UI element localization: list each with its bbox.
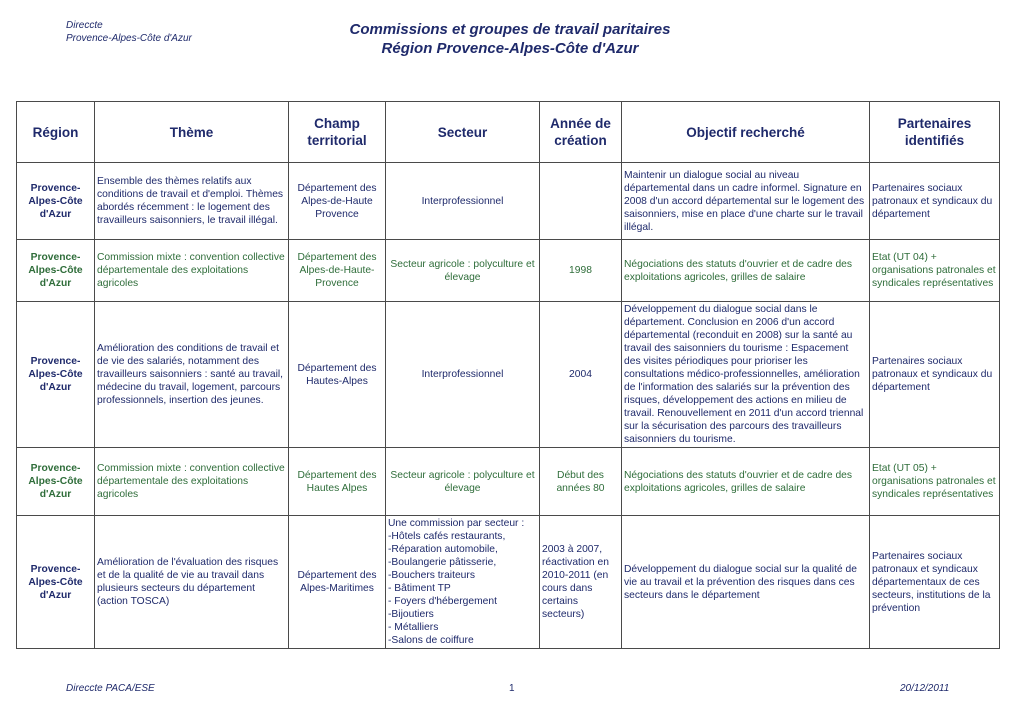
cell-secteur: Interprofessionnel: [386, 163, 540, 240]
table-row: [17, 163, 1000, 240]
cell-champ: Département des Alpes-de-Haute-Provence: [289, 240, 386, 302]
cell-secteur: Secteur agricole : polyculture et élevage: [386, 448, 540, 516]
footer-date: 20/12/2011: [900, 683, 950, 694]
table-row: [17, 240, 1000, 302]
secteur-line: - Bâtiment TP: [388, 583, 451, 594]
header-secteur: Secteur: [386, 102, 540, 163]
cell-objectif: Négociations des statuts d'ouvrier et de cadre des exploitations agricoles, grilles de salaire: [622, 448, 870, 516]
cell-champ: Département des Alpes-de-Haute Provence: [289, 163, 386, 240]
secteur-line: -Hôtels cafés restaurants,: [388, 531, 506, 542]
secteur-line: -Bouchers traiteurs: [388, 570, 475, 581]
cell-region: Provence-Alpes-Côte d'Azur: [17, 448, 95, 516]
header-champ-territorial: Champ territorial: [289, 102, 386, 163]
cell-partenaires: Partenaires sociaux patronaux et syndicaux départementaux de ces secteurs, institutions de la prévention: [870, 516, 1000, 649]
cell-annee: 2004: [540, 302, 622, 448]
cell-theme: Commission mixte : convention collective départementale des exploitations agricoles: [95, 448, 289, 516]
cell-partenaires: Partenaires sociaux patronaux et syndicaux du département: [870, 302, 1000, 448]
org-name: Direccte: [66, 20, 103, 31]
commissions-table: [16, 101, 1000, 649]
secteur-line: -Réparation automobile,: [388, 544, 498, 555]
page-number: 1: [509, 683, 515, 694]
cell-theme: Amélioration de l'évaluation des risques et de la qualité de vie au travail dans plusieurs secteurs du département (action TOSCA): [95, 516, 289, 649]
header-theme: Thème: [95, 102, 289, 163]
secteur-line: -Boulangerie pâtisserie,: [388, 557, 497, 568]
title-line-2: Région Provence-Alpes-Côte d'Azur: [381, 40, 639, 57]
cell-partenaires: Etat (UT 04) + organisations patronales et syndicales représentatives: [870, 240, 1000, 302]
header-partenaires: Partenaires identifiés: [870, 102, 1000, 163]
table-row: [17, 448, 1000, 516]
secteur-line: -Salons de coiffure: [388, 635, 474, 646]
cell-objectif: Négociations des statuts d'ouvrier et de cadre des exploitations agricoles, grilles de salaire: [622, 240, 870, 302]
cell-objectif: Développement du dialogue social dans le département. Conclusion en 2006 d'un accord départemental (reconduit en 2008) sur la santé au travail des saisonniers du tourisme : Espacement des visites périodiques pour prioriser les consultations médico-professionnelles, amélioration de l'information des salariés sur la prévention des risques, développement des actions en milieu de travail. Renouvellement en 2011 d'un accord triennal sur la sécurisation des parcours des travailleurs saisonniers du tourisme.: [622, 302, 870, 448]
cell-annee: 2003 à 2007, réactivation en 2010-2011 (en cours dans certains secteurs): [540, 516, 622, 649]
secteur-line: -Bijoutiers: [388, 609, 434, 620]
header-objectif: Objectif recherché: [622, 102, 870, 163]
footer-source: Direccte PACA/ESE: [66, 683, 155, 694]
cell-champ: Département des Hautes-Alpes: [289, 302, 386, 448]
secteur-line: - Foyers d'hébergement: [388, 596, 497, 607]
cell-secteur: Interprofessionnel: [386, 302, 540, 448]
cell-objectif: Développement du dialogue social sur la qualité de vie au travail et la prévention des risques dans ces secteurs dans le département: [622, 516, 870, 649]
cell-objectif: Maintenir un dialogue social au niveau départemental dans un cadre informel. Signature en 2008 d'un accord départemental sur le logement des saisonniers, mise en place d'une charte sur le travail illégal.: [622, 163, 870, 240]
cell-champ: Département des Alpes-Maritimes: [289, 516, 386, 649]
table-row: [17, 516, 1000, 649]
header-annee-creation: Année de création: [540, 102, 622, 163]
cell-region: Provence-Alpes-Côte d'Azur: [17, 163, 95, 240]
cell-region: Provence-Alpes-Côte d'Azur: [17, 240, 95, 302]
cell-theme: Amélioration des conditions de travail et de vie des salariés, notamment des travailleurs saisonniers : santé au travail, médecine du travail, logement, parcours professionnels, insertion des jeunes.: [95, 302, 289, 448]
cell-secteur: Secteur agricole : polyculture et élevage: [386, 240, 540, 302]
cell-annee: [540, 163, 622, 240]
cell-annee: 1998: [540, 240, 622, 302]
organization-header: [66, 19, 192, 45]
cell-partenaires: Partenaires sociaux patronaux et syndicaux du département: [870, 163, 1000, 240]
cell-region: Provence-Alpes-Côte d'Azur: [17, 516, 95, 649]
table-row: [17, 302, 1000, 448]
cell-partenaires: Etat (UT 05) + organisations patronales et syndicales représentatives: [870, 448, 1000, 516]
header-region: Région: [17, 102, 95, 163]
cell-secteur: [386, 516, 540, 649]
cell-theme: Commission mixte : convention collective départementale des exploitations agricoles: [95, 240, 289, 302]
cell-champ: Département des Hautes Alpes: [289, 448, 386, 516]
table-header-row: [17, 102, 1000, 163]
secteur-line: Une commission par secteur :: [388, 518, 525, 529]
secteur-line: - Métalliers: [388, 622, 439, 633]
org-region: Provence-Alpes-Côte d'Azur: [66, 33, 192, 44]
document-title: [300, 20, 720, 58]
cell-region: Provence-Alpes-Côte d'Azur: [17, 302, 95, 448]
cell-annee: Début des années 80: [540, 448, 622, 516]
cell-theme: Ensemble des thèmes relatifs aux conditions de travail et d'emploi. Thèmes abordés récemment : le logement des travailleurs saisonniers, le travail illégal.: [95, 163, 289, 240]
title-line-1: Commissions et groupes de travail paritaires: [349, 21, 671, 38]
